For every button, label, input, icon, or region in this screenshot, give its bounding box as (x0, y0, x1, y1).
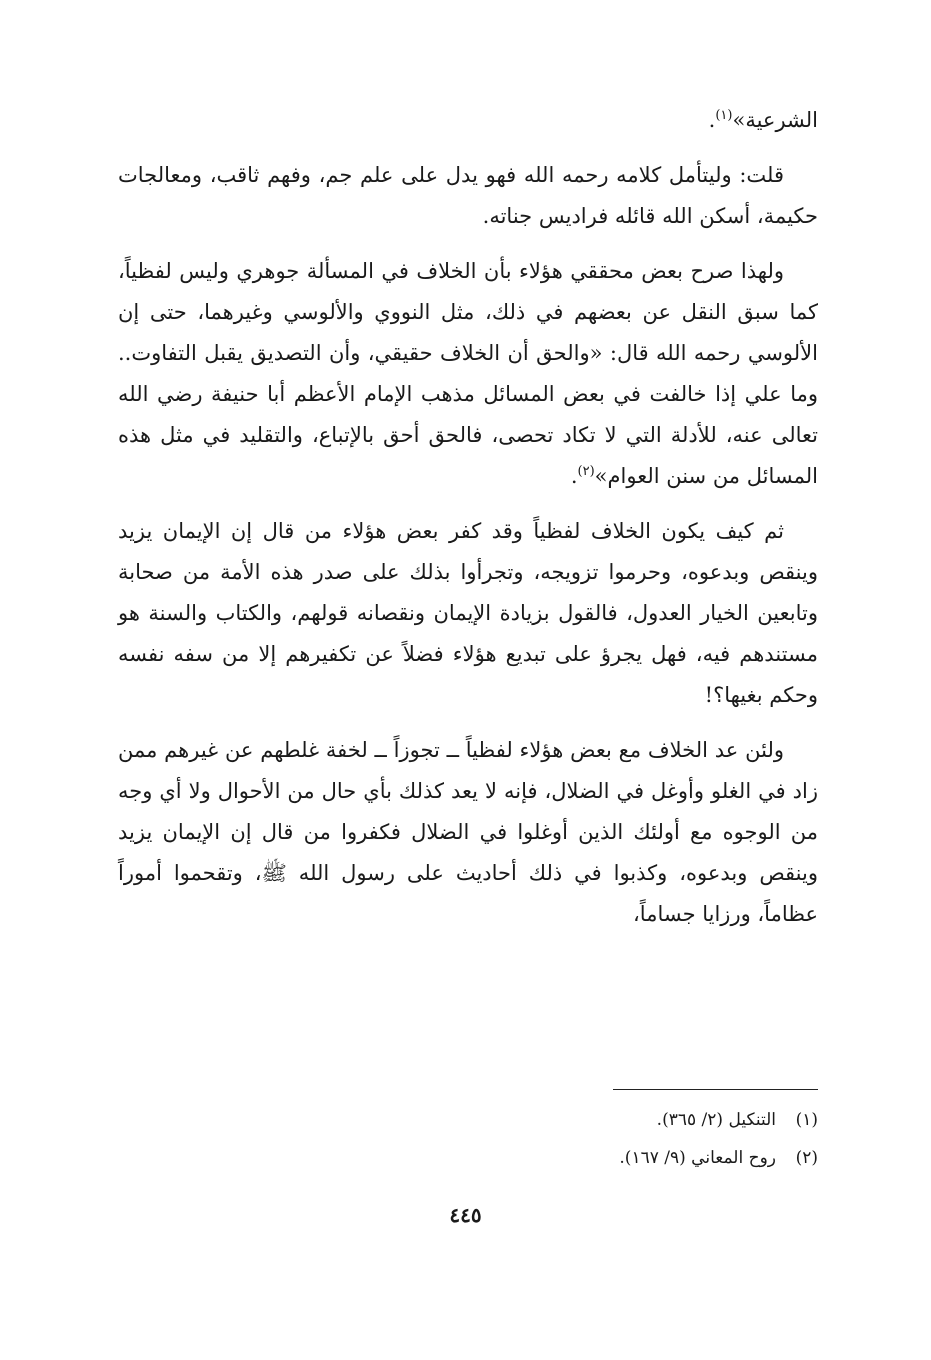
paragraph-text: ولهذا صرح بعض محققي هؤلاء بأن الخلاف في المسألة جوهري وليس لفظياً، كما سبق النقل عن بعضهم في ذلك، مثل النووي والألوسي وغيرهما، حتى إن الألوسي رحمه الله قال: «والحق أن الخلاف حقيقي، وأن التصديق يقبل التفاوت.. وما علي إذا خالفت في بعض المسائل مذهب الإمام الأعظم أبا حنيفة رضي الله تعالى عنه، للأدلة التي لا تكاد تحصى، فالحق أحق بالإتباع، والتقليد في مثل هذه المسائل من سنن العوام» (118, 259, 818, 488)
footnote-number: (٢) (795, 1148, 818, 1168)
page-number: ٤٤٥ (449, 1203, 482, 1227)
paragraph-end: . (708, 108, 716, 132)
paragraph: قلت: وليتأمل كلامه رحمه الله فهو يدل على علم جم، وفهم ثاقب، ومعالجات حكيمة، أسكن الله قائله فراديس جناته. (118, 163, 818, 228)
paragraph-text: الشرعية» (732, 108, 818, 132)
paragraph (118, 251, 818, 497)
paragraph-continuation (118, 100, 818, 141)
paragraph-end: . (570, 464, 578, 488)
footnote (118, 1101, 818, 1139)
footnotes (118, 1101, 818, 1177)
footnote-reference: (٢) (577, 464, 595, 479)
footnote-divider (613, 1089, 818, 1090)
paragraph: ولئن عد الخلاف مع بعض هؤلاء لفظياً ــ تجوزاً ــ لخفة غلطهم عن غيرهم ممن زاد في الغلو وأوغل في الضلال، فإنه لا يعد كذلك بأي حال من الأحوال ولا أي وجه من الوجوه مع أولئك الذين أوغلوا في الضلال فكفروا من قال إن الإيمان يزيد وينقص وبدعوه، وكذبوا في ذلك أحاديث على رسول الله ﷺ، وتقحموا أموراً عظاماً، ورزايا جساماً، (118, 738, 818, 926)
footnote-number: (١) (795, 1110, 818, 1130)
footnote-text: روح المعاني (٩/ ١٦٧). (619, 1148, 776, 1168)
footnote-reference: (١) (715, 108, 733, 123)
footnote-text: التنكيل (٢/ ٣٦٥). (656, 1110, 776, 1130)
main-text (118, 100, 818, 935)
footnote (118, 1139, 818, 1177)
paragraph: ثم كيف يكون الخلاف لفظياً وقد كفر بعض هؤلاء من قال إن الإيمان يزيد وينقص وبدعوه، وحرموا تزويجه، وتجرأوا بذلك على صدر هذه الأمة من صحابة وتابعين الخيار العدول، فالقول بزيادة الإيمان ونقصانه قولهم، والكتاب والسنة هو مستندهم فيه، فهل يجرؤ على تبديع هؤلاء فضلاً عن تكفيرهم إلا من سفه نفسه وحكم بغيها؟! (118, 519, 818, 707)
